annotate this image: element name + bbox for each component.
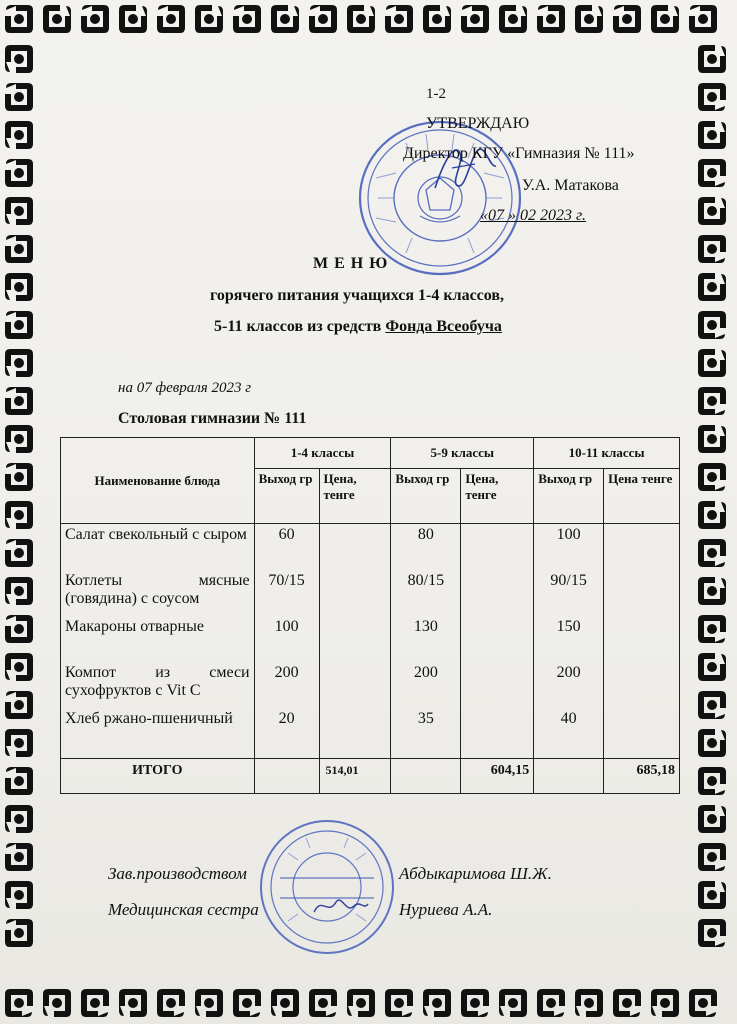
- sub-header-price: Цена, тенге: [319, 469, 391, 524]
- dish-name: Компот из смеси сухофруктов с Vit C: [65, 664, 250, 699]
- border-ornament: [693, 610, 731, 648]
- border-ornament-icon: [382, 986, 416, 1020]
- border-ornament-icon: [2, 574, 36, 608]
- border-ornament-icon: [2, 536, 36, 570]
- border-ornament-icon: [306, 2, 340, 36]
- border-ornament-icon: [2, 384, 36, 418]
- border-ornament: [693, 838, 731, 876]
- border-ornament-icon: [2, 232, 36, 266]
- dish-column-header: Наименование блюда: [61, 438, 255, 524]
- price-column-1-4: [319, 524, 391, 759]
- border-ornament: [693, 192, 731, 230]
- total-price-1-4: 514,01: [319, 759, 391, 794]
- border-ornament-icon: [420, 2, 454, 36]
- border-ornament: [608, 0, 646, 38]
- border-ornament: [693, 420, 731, 458]
- border-ornament: [0, 762, 38, 800]
- border-ornament-icon: [695, 612, 729, 646]
- border-ornament-icon: [648, 2, 682, 36]
- border-ornament: [0, 648, 38, 686]
- border-ornament: [342, 0, 380, 38]
- output-value: 80: [417, 526, 434, 543]
- border-ornament-icon: [695, 536, 729, 570]
- border-ornament-icon: [695, 764, 729, 798]
- border-ornament-icon: [2, 650, 36, 684]
- border-ornament: [608, 984, 646, 1022]
- border-ornament-icon: [2, 422, 36, 456]
- border-ornament: [570, 984, 608, 1022]
- menu-table: [60, 437, 680, 794]
- border-ornament: [152, 0, 190, 38]
- table-body-row: [61, 524, 680, 759]
- border-ornament: [684, 984, 722, 1022]
- border-ornament: [693, 686, 731, 724]
- border-ornament-icon: [695, 460, 729, 494]
- border-ornament-icon: [695, 346, 729, 380]
- border-ornament: [190, 0, 228, 38]
- page-number: 1-2: [426, 86, 446, 102]
- border-ornament: [693, 268, 731, 306]
- total-empty-cell: [391, 759, 461, 794]
- output-value: 80/15: [407, 572, 445, 589]
- border-ornament-icon: [2, 726, 36, 760]
- border-ornament: [693, 306, 731, 344]
- nurse-signature: [310, 892, 370, 920]
- border-ornament-icon: [695, 878, 729, 912]
- border-ornament-icon: [686, 986, 720, 1020]
- border-ornament-icon: [2, 764, 36, 798]
- border-ornament-icon: [230, 2, 264, 36]
- border-ornament-icon: [695, 118, 729, 152]
- border-ornament: [693, 648, 731, 686]
- border-ornament: [693, 800, 731, 838]
- border-ornament-icon: [344, 2, 378, 36]
- group-header-5-9: 5-9 классы: [391, 438, 534, 469]
- border-ornament: [532, 984, 570, 1022]
- border-ornament-icon: [695, 498, 729, 532]
- border-ornament-icon: [2, 2, 36, 36]
- border-ornament-icon: [695, 80, 729, 114]
- border-ornament: [0, 306, 38, 344]
- border-ornament: [693, 762, 731, 800]
- border-ornament-icon: [268, 986, 302, 1020]
- border-ornament-icon: [610, 986, 644, 1020]
- border-ornament-icon: [2, 612, 36, 646]
- border-ornament-icon: [572, 2, 606, 36]
- border-ornament: [693, 344, 731, 382]
- decorative-border-top: [0, 0, 737, 40]
- border-ornament-icon: [230, 986, 264, 1020]
- decorative-border-right: [693, 40, 737, 984]
- border-ornament: [266, 0, 304, 38]
- border-ornament-icon: [154, 2, 188, 36]
- border-ornament: [693, 382, 731, 420]
- border-ornament-icon: [116, 2, 150, 36]
- border-ornament-icon: [2, 916, 36, 950]
- border-ornament-icon: [40, 2, 74, 36]
- dish-name: Хлеб ржано-пшеничный: [65, 710, 233, 727]
- border-ornament-icon: [695, 232, 729, 266]
- output-value: 200: [556, 664, 581, 681]
- border-ornament-icon: [192, 2, 226, 36]
- approval-heading: УТВЕРЖДАЮ: [426, 115, 530, 132]
- dish-name: Котлеты мясные (говядина) с соусом: [65, 572, 250, 607]
- output-value: 40: [560, 710, 577, 727]
- sub-header-output: Выход гр: [391, 469, 461, 524]
- output-value: 35: [417, 710, 434, 727]
- total-price-5-9: 604,15: [461, 759, 534, 794]
- border-ornament: [0, 534, 38, 572]
- approval-position: Директор КГУ «Гимназия № 111»: [403, 145, 635, 162]
- border-ornament: [0, 230, 38, 268]
- border-ornament-icon: [2, 986, 36, 1020]
- border-ornament: [693, 724, 731, 762]
- border-ornament: [228, 0, 266, 38]
- border-ornament-icon: [306, 986, 340, 1020]
- output-value: 100: [274, 618, 299, 635]
- border-ornament-icon: [695, 270, 729, 304]
- border-ornament-icon: [2, 346, 36, 380]
- sub-header-price: Цена тенге: [604, 469, 680, 524]
- border-ornament-icon: [382, 2, 416, 36]
- border-ornament-icon: [695, 726, 729, 760]
- group-header-1-4: 1-4 классы: [254, 438, 391, 469]
- border-ornament-icon: [2, 194, 36, 228]
- border-ornament: [693, 876, 731, 914]
- border-ornament-icon: [686, 2, 720, 36]
- border-ornament: [0, 838, 38, 876]
- border-ornament: [0, 724, 38, 762]
- border-ornament: [693, 496, 731, 534]
- border-ornament: [418, 984, 456, 1022]
- border-ornament-icon: [2, 308, 36, 342]
- decorative-border-left: [0, 40, 44, 984]
- border-ornament-icon: [2, 460, 36, 494]
- canteen-name: Столовая гимназии № 111: [118, 410, 307, 427]
- border-ornament-icon: [695, 194, 729, 228]
- border-ornament-icon: [2, 688, 36, 722]
- border-ornament-icon: [2, 840, 36, 874]
- output-value: 200: [413, 664, 438, 681]
- fund-name: Фонда Всеобуча: [385, 318, 502, 335]
- total-empty-cell: [254, 759, 319, 794]
- output-value: 60: [278, 526, 295, 543]
- border-ornament-icon: [695, 384, 729, 418]
- border-ornament-icon: [610, 2, 644, 36]
- border-ornament-icon: [695, 650, 729, 684]
- border-ornament: [684, 0, 722, 38]
- border-ornament: [494, 984, 532, 1022]
- decorative-border-bottom: [0, 984, 737, 1024]
- output-value: 100: [556, 526, 581, 543]
- approval-date: «07 » 02 2023 г.: [480, 207, 587, 224]
- approval-name: У.А. Матакова: [522, 177, 619, 194]
- border-ornament: [494, 0, 532, 38]
- menu-subtitle-line2: [214, 318, 502, 336]
- menu-subtitle-prefix: 5-11 классов из средств: [214, 318, 386, 335]
- signature-name-2: Нуриева А.А.: [399, 900, 493, 919]
- signature-role-2: Медицинская сестра: [108, 900, 259, 919]
- border-ornament: [0, 78, 38, 116]
- border-ornament-icon: [496, 2, 530, 36]
- border-ornament-icon: [344, 986, 378, 1020]
- border-ornament-icon: [695, 156, 729, 190]
- border-ornament: [693, 154, 731, 192]
- border-ornament: [114, 984, 152, 1022]
- output-value: 20: [278, 710, 295, 727]
- border-ornament: [0, 192, 38, 230]
- border-ornament: [152, 984, 190, 1022]
- border-ornament: [456, 0, 494, 38]
- border-ornament: [38, 0, 76, 38]
- sub-header-output: Выход гр: [534, 469, 604, 524]
- total-label: ИТОГО: [61, 759, 255, 794]
- border-ornament: [0, 610, 38, 648]
- border-ornament-icon: [695, 840, 729, 874]
- border-ornament-icon: [496, 986, 530, 1020]
- border-ornament: [693, 230, 731, 268]
- border-ornament: [0, 984, 38, 1022]
- border-ornament-icon: [695, 802, 729, 836]
- border-ornament-icon: [2, 80, 36, 114]
- border-ornament-icon: [534, 986, 568, 1020]
- border-ornament-icon: [695, 916, 729, 950]
- border-ornament-icon: [648, 986, 682, 1020]
- border-ornament: [0, 0, 38, 38]
- dish-list-cell: [61, 524, 255, 759]
- sub-header-price: Цена, тенге: [461, 469, 534, 524]
- signature-name-1: Абдыкаримова Ш.Ж.: [399, 864, 552, 883]
- border-ornament-icon: [116, 986, 150, 1020]
- border-ornament: [693, 534, 731, 572]
- menu-subtitle-line1: горячего питания учащихся 1-4 классов,: [210, 287, 505, 304]
- border-ornament-icon: [2, 118, 36, 152]
- border-ornament: [76, 0, 114, 38]
- border-ornament: [693, 458, 731, 496]
- border-ornament: [0, 420, 38, 458]
- border-ornament: [646, 984, 684, 1022]
- output-value: 90/15: [550, 572, 587, 589]
- total-row: [61, 759, 680, 794]
- border-ornament: [304, 984, 342, 1022]
- border-ornament-icon: [192, 986, 226, 1020]
- output-value: 200: [274, 664, 299, 681]
- border-ornament-icon: [695, 308, 729, 342]
- total-empty-cell: [534, 759, 604, 794]
- output-column-10-11: [534, 524, 604, 759]
- border-ornament: [0, 496, 38, 534]
- border-ornament-icon: [268, 2, 302, 36]
- border-ornament-icon: [534, 2, 568, 36]
- price-column-5-9: [461, 524, 534, 759]
- border-ornament-icon: [2, 156, 36, 190]
- border-ornament: [342, 984, 380, 1022]
- border-ornament-icon: [458, 2, 492, 36]
- border-ornament: [380, 0, 418, 38]
- border-ornament: [0, 572, 38, 610]
- border-ornament: [532, 0, 570, 38]
- border-ornament: [0, 154, 38, 192]
- border-ornament: [0, 268, 38, 306]
- border-ornament-icon: [78, 986, 112, 1020]
- menu-date: на 07 февраля 2023 г: [118, 380, 252, 396]
- border-ornament-icon: [78, 2, 112, 36]
- border-ornament: [0, 800, 38, 838]
- border-ornament: [0, 382, 38, 420]
- sub-header-output: Выход гр: [254, 469, 319, 524]
- border-ornament: [0, 876, 38, 914]
- border-ornament-icon: [695, 422, 729, 456]
- output-value: 150: [556, 618, 581, 635]
- border-ornament-icon: [2, 270, 36, 304]
- border-ornament: [114, 0, 152, 38]
- output-value: 70/15: [268, 572, 305, 589]
- border-ornament: [693, 40, 731, 78]
- group-header-10-11: 10-11 классы: [534, 438, 680, 469]
- dish-name: Салат свекольный с сыром: [65, 526, 247, 543]
- border-ornament-icon: [40, 986, 74, 1020]
- border-ornament: [76, 984, 114, 1022]
- border-ornament: [456, 984, 494, 1022]
- output-column-1-4: [254, 524, 319, 759]
- border-ornament-icon: [695, 688, 729, 722]
- border-ornament: [693, 914, 731, 952]
- border-ornament-icon: [154, 986, 188, 1020]
- border-ornament: [693, 116, 731, 154]
- border-ornament: [0, 914, 38, 952]
- output-value: 130: [413, 618, 438, 635]
- border-ornament: [570, 0, 608, 38]
- border-ornament: [190, 984, 228, 1022]
- border-ornament: [0, 686, 38, 724]
- border-ornament: [266, 984, 304, 1022]
- price-column-10-11: [604, 524, 680, 759]
- border-ornament-icon: [2, 802, 36, 836]
- border-ornament: [228, 984, 266, 1022]
- border-ornament: [693, 572, 731, 610]
- signature-role-1: Зав.производством: [108, 864, 247, 883]
- border-ornament: [693, 78, 731, 116]
- output-column-5-9: [391, 524, 461, 759]
- border-ornament: [38, 984, 76, 1022]
- border-ornament: [0, 344, 38, 382]
- border-ornament-icon: [2, 42, 36, 76]
- border-ornament: [0, 116, 38, 154]
- border-ornament-icon: [695, 574, 729, 608]
- border-ornament-icon: [2, 878, 36, 912]
- personal-seal-stamp: [258, 818, 396, 956]
- border-ornament: [304, 0, 342, 38]
- border-ornament: [0, 458, 38, 496]
- border-ornament-icon: [695, 42, 729, 76]
- menu-title: М Е Н Ю: [313, 255, 389, 272]
- dish-name: Макароны отварные: [65, 618, 204, 635]
- border-ornament-icon: [2, 498, 36, 532]
- border-ornament-icon: [572, 986, 606, 1020]
- border-ornament: [646, 0, 684, 38]
- total-price-10-11: 685,18: [604, 759, 680, 794]
- border-ornament: [0, 40, 38, 78]
- border-ornament: [380, 984, 418, 1022]
- border-ornament: [418, 0, 456, 38]
- border-ornament-icon: [420, 986, 454, 1020]
- border-ornament-icon: [458, 986, 492, 1020]
